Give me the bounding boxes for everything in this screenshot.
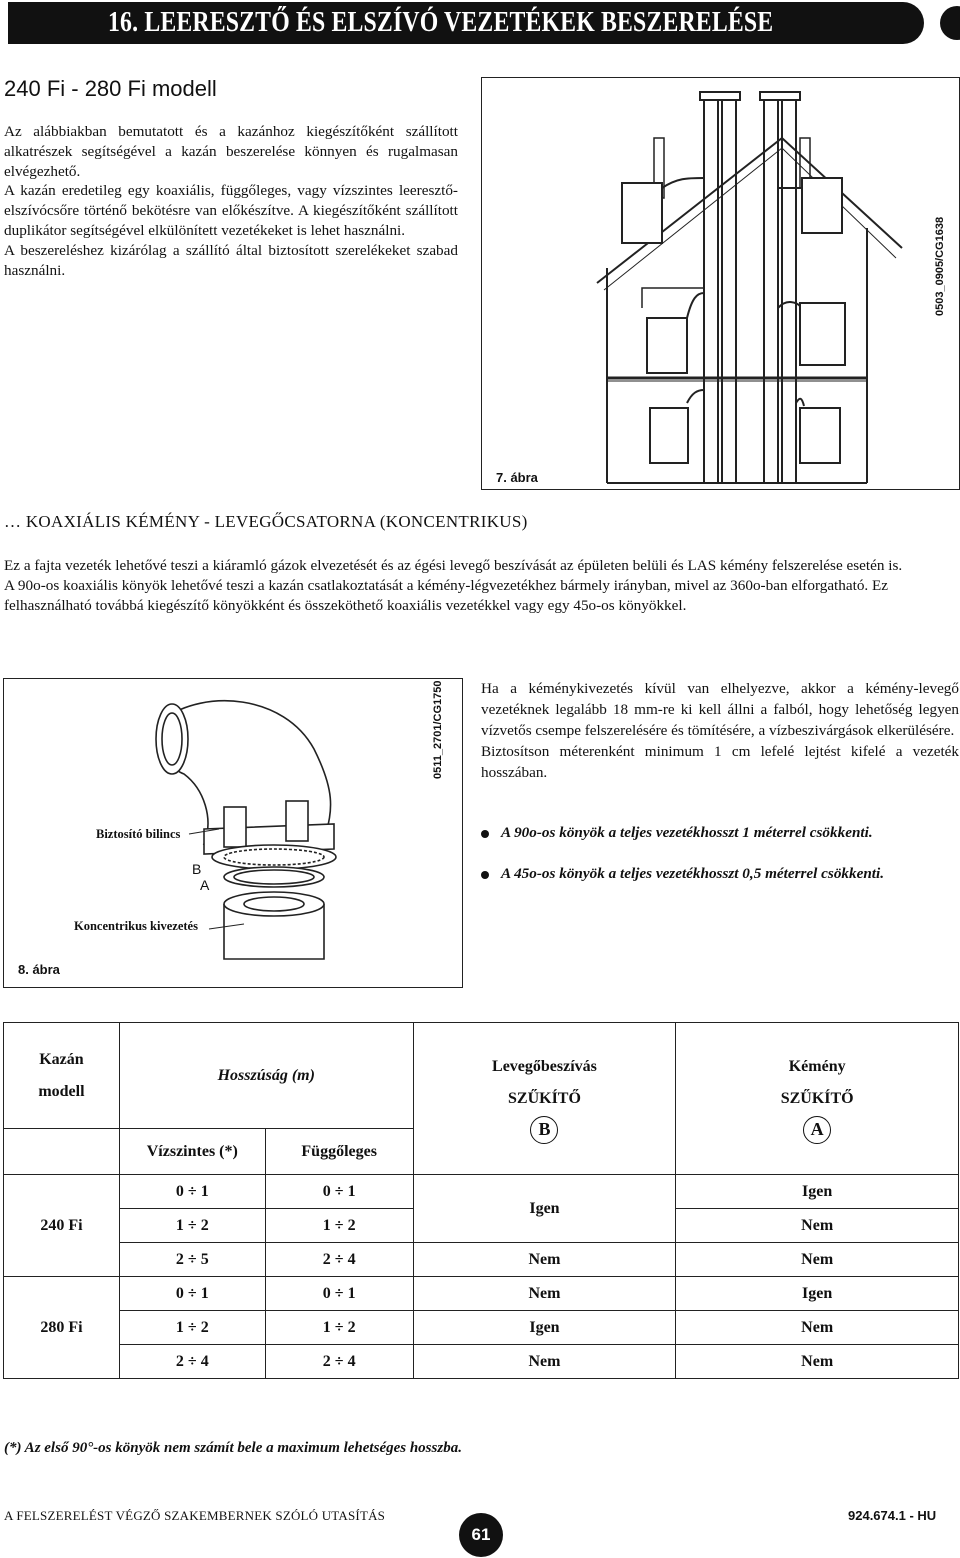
header-decor-circle: [940, 6, 960, 40]
cell-horizontal: 2 ÷ 4: [119, 1345, 265, 1379]
label-clamp: Biztosító bilincs: [96, 827, 181, 841]
cell-chimney: Nem: [676, 1311, 959, 1345]
bullet-dot-icon: [481, 830, 489, 838]
cell-vertical: 1 ÷ 2: [265, 1209, 413, 1243]
label-outlet: Koncentrikus kivezetés: [74, 919, 198, 933]
intro-paragraph: A beszereléshez kizárólag a szállító által biztosított szerelékeket szabad használni.: [4, 241, 458, 279]
cell-chimney: Nem: [676, 1345, 959, 1379]
model-cell: 240 Fi: [4, 1175, 120, 1277]
intro-paragraph: A kazán eredetileg egy koaxiális, függőleges, vagy vízszintes leeresztő-elszívócsőre történő bekötésre van előkészítve. A kiegészítőként szállított duplikátor segítségével elkülönített vezetékeket is lehet használni.: [4, 182, 458, 239]
header-air-sub: SZŰKÍTŐ: [508, 1089, 581, 1107]
header-vertical: Függőleges: [265, 1129, 413, 1175]
right-column-text: [481, 678, 959, 783]
footer-right: 924.674.1 - HU: [848, 1508, 937, 1523]
bullet-dot-icon: [481, 871, 489, 879]
cell-vertical: 1 ÷ 2: [265, 1311, 413, 1345]
header-model-line: modell: [38, 1082, 85, 1100]
figure-7-caption: 7. ábra: [496, 470, 538, 485]
section-header-bar: [8, 2, 924, 44]
cell-vertical: 0 ÷ 1: [265, 1277, 413, 1311]
figure-8-caption: 8. ábra: [18, 962, 60, 977]
body-text: [4, 556, 958, 617]
header-length: Hosszúság (m): [119, 1023, 413, 1129]
cell-vertical: 0 ÷ 1: [265, 1175, 413, 1209]
figure-8-elbow: [3, 678, 463, 988]
body-paragraph: Ez a fajta vezeték lehetővé teszi a kiáramló gázok elvezetését és az égési levegő beszívását az épületen belüli és LAS kémény felszerelése esetén is.: [4, 557, 903, 574]
model-heading: 240 Fi - 280 Fi modell: [4, 76, 217, 101]
cell-air: Nem: [413, 1277, 676, 1311]
cell-air: Igen: [413, 1175, 676, 1243]
page-number: 61: [459, 1513, 503, 1557]
cell-horizontal: 1 ÷ 2: [119, 1209, 265, 1243]
cell-chimney: Igen: [676, 1277, 959, 1311]
intro-paragraph: Az alábbiakban bemutatott és a kazánhoz kiegészítőként szállított alkatrészek segítségével a kazán beszerelése könnyen és rugalmasan elvégezhető.: [4, 123, 458, 180]
bullet-item: [481, 865, 884, 883]
model-cell: 280 Fi: [4, 1277, 120, 1379]
cell-vertical: 2 ÷ 4: [265, 1243, 413, 1277]
figure-7-building: [481, 77, 960, 490]
figure-7-code: 0503_0905/CG1638: [934, 216, 946, 316]
section-heading: … KOAXIÁLIS KÉMÉNY - LEVEGŐCSATORNA (KONCENTRIKUS): [4, 512, 528, 531]
header-model: [4, 1023, 120, 1129]
cell-air: Nem: [413, 1345, 676, 1379]
right-paragraph: Ha a kéménykivezetés kívül van elhelyezve, akkor a kémény-levegő vezetéknek legalább 18 mm-re ki kell állni a falból, hogy lehetőség legyen vízvetős csempe felszerelésére és tömítésére, a vízbeszivárgások elkerülésére.: [481, 680, 959, 739]
cell-horizontal: 0 ÷ 1: [119, 1277, 265, 1311]
header-chimney-letter: A: [803, 1116, 831, 1144]
right-paragraph: Biztosítson méterenként minimum 1 cm lefelé lejtést kifelé a vezeték hosszában.: [481, 743, 959, 781]
cell-horizontal: 1 ÷ 2: [119, 1311, 265, 1345]
bullet-item: [481, 824, 873, 842]
header-horizontal: Vízszintes (*): [119, 1129, 265, 1175]
header-model-line: Kazán: [39, 1050, 84, 1068]
header-air: [413, 1023, 676, 1175]
cell-chimney: Nem: [676, 1243, 959, 1277]
header-chimney-sub: SZŰKÍTŐ: [780, 1089, 854, 1107]
cell-horizontal: 0 ÷ 1: [119, 1175, 265, 1209]
header-air-letter: B: [530, 1116, 558, 1144]
cell-vertical: 2 ÷ 4: [265, 1345, 413, 1379]
cell-chimney: Nem: [676, 1209, 959, 1243]
cell-horizontal: 2 ÷ 5: [119, 1243, 265, 1277]
table-empty-cell: [4, 1129, 120, 1175]
elbow-illustration: [4, 679, 464, 989]
section-title: 16. LEERESZTŐ ÉS ELSZÍVÓ VEZETÉKEK BESZERELÉSE: [108, 6, 774, 38]
intro-text: [4, 122, 458, 280]
figure-8-code: 0511_2701/CG1750: [432, 680, 444, 779]
header-chimney-title: Kémény: [788, 1057, 846, 1075]
label-a: A: [200, 877, 210, 893]
body-paragraph: A 90o-os koaxiális könyök lehetővé teszi a kazán csatlakoztatását a kémény-légvezetékhez bármely irányban, mivel az 360o-ban elforgatható. Ez felhasználható továbbá kiegészítő könyökként és összeköthető koaxiális vezetékkel vagy egy 45o-os könyökkel.: [4, 577, 889, 615]
cell-air: Nem: [413, 1243, 676, 1277]
bullet-text: A 90o-os könyök a teljes vezetékhosszt 1 méterrel csökkenti.: [501, 824, 873, 841]
footer-left: A FELSZERELÉST VÉGZŐ SZAKEMBERNEK SZÓLÓ UTASÍTÁS: [4, 1508, 386, 1523]
header-air-title: Levegőbeszívás: [492, 1057, 597, 1075]
footnote: (*) Az első 90°-os könyök nem számít bele a maximum lehetséges hosszba.: [4, 1440, 462, 1456]
label-b: B: [192, 861, 202, 877]
cell-air: Igen: [413, 1311, 676, 1345]
header-chimney: [676, 1023, 959, 1175]
bullet-text: A 45o-os könyök a teljes vezetékhosszt 0,5 méterrel csökkenti.: [501, 865, 885, 882]
spec-table: [3, 1022, 959, 1379]
cell-chimney: Igen: [676, 1175, 959, 1209]
building-illustration: [482, 78, 960, 491]
